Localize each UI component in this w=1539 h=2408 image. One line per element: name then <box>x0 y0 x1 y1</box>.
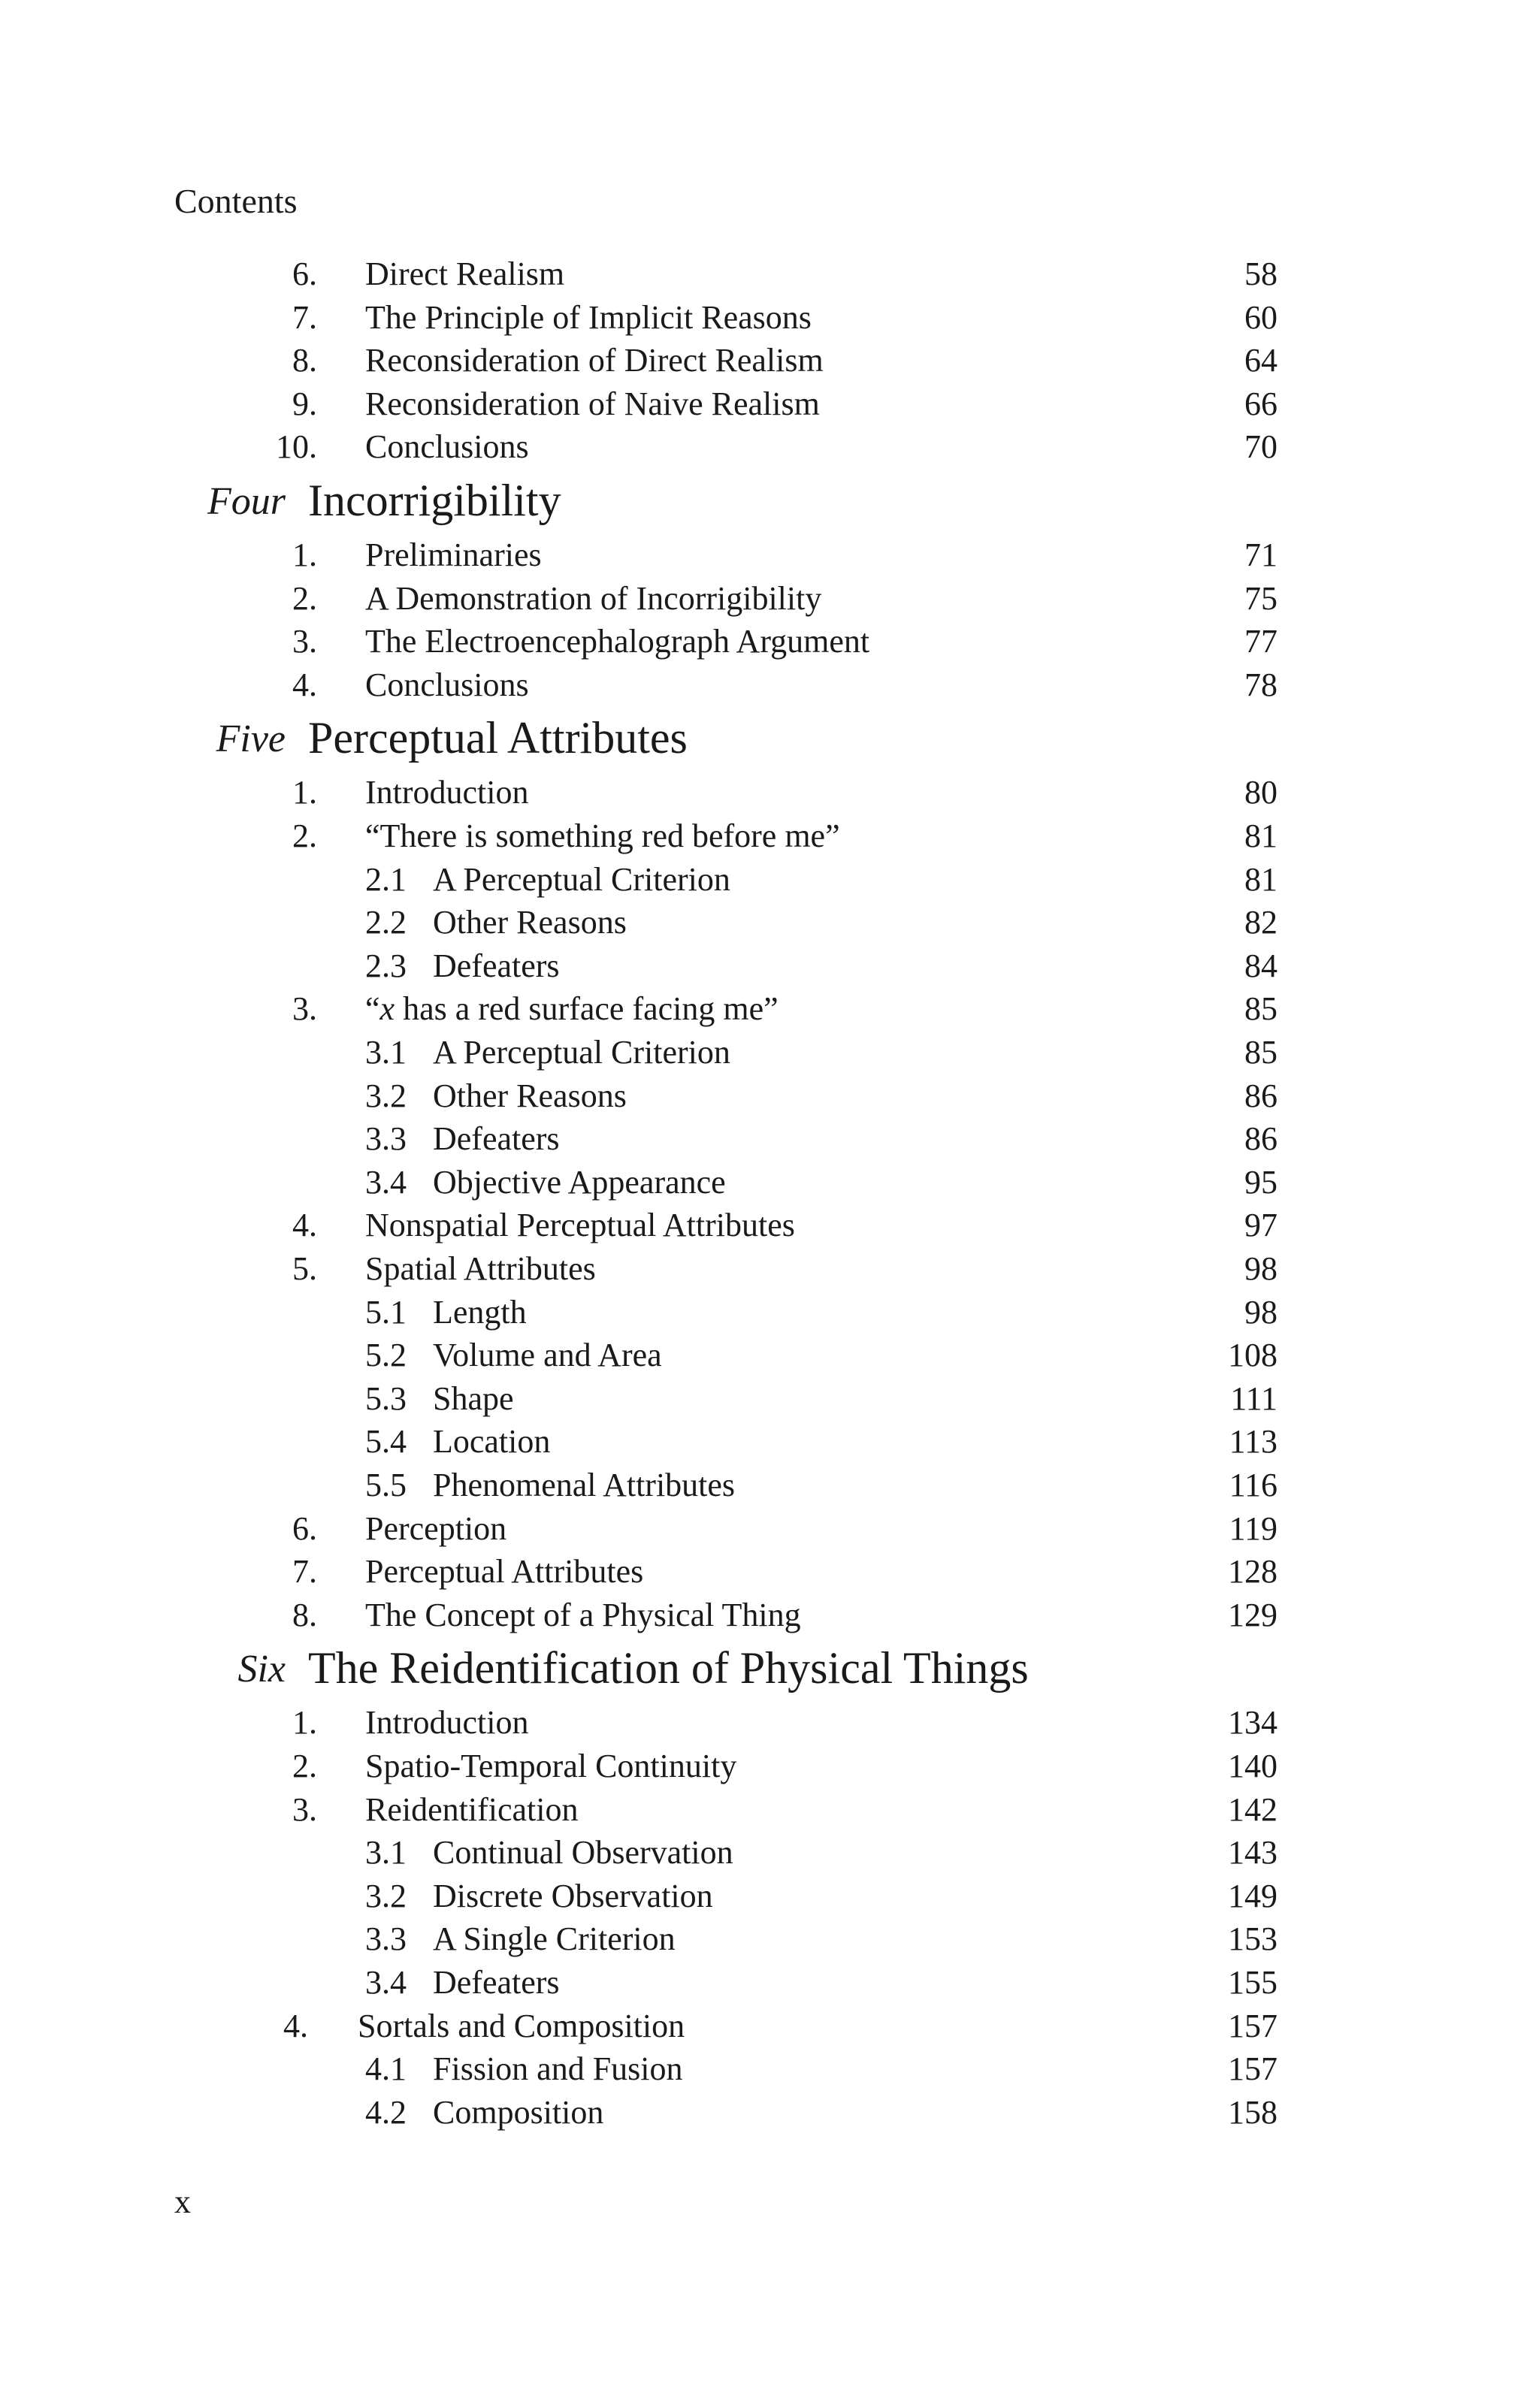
entry-number: 2.2 <box>365 904 407 941</box>
entry-title: Introduction <box>365 1704 529 1742</box>
entry-number: 3.1 <box>365 1034 407 1071</box>
entry-page-number: 153 <box>1228 1920 1277 1958</box>
entry-page-number: 108 <box>1228 1337 1277 1374</box>
entry-number: 4. <box>292 666 317 703</box>
entry-page-number: 82 <box>1244 904 1277 941</box>
entry-page-number: 86 <box>1244 1120 1277 1158</box>
entry-number: 3. <box>292 623 317 660</box>
entry-number: 7. <box>292 298 317 336</box>
entry-number: 3. <box>292 1790 317 1828</box>
entry-number: 8. <box>292 342 317 379</box>
entry-title: A Perceptual Criterion <box>433 1034 730 1071</box>
entry-page-number: 157 <box>1228 2050 1277 2088</box>
chapter-title: The Reidentification of Physical Things <box>308 1643 1029 1693</box>
entry-number: 6. <box>292 255 317 292</box>
entry-number: 3.4 <box>365 1163 407 1201</box>
entry-page-number: 158 <box>1228 2093 1277 2131</box>
entry-title: Reidentification <box>365 1790 579 1828</box>
entry-number: 2.1 <box>365 860 407 898</box>
entry-title: A Perceptual Criterion <box>433 860 730 898</box>
entry-title: A Demonstration of Incorrigibility <box>365 579 822 617</box>
entry-number: 5.1 <box>365 1293 407 1331</box>
entry-number: 5.5 <box>365 1467 407 1503</box>
entry-page-number: 64 <box>1244 342 1277 379</box>
entry-page-number: 66 <box>1244 385 1277 422</box>
chapter-title: Perceptual Attributes <box>308 713 688 763</box>
running-header: Contents <box>174 182 298 220</box>
entry-title: Defeaters <box>433 1964 560 2001</box>
entry-page-number: 140 <box>1228 1748 1277 1784</box>
entry-number: 4. <box>292 1207 317 1244</box>
entry-number: 3.3 <box>365 1120 407 1158</box>
entry-page-number: 84 <box>1244 947 1277 984</box>
entry-title: Perception <box>365 1509 507 1547</box>
entry-title: Objective Appearance <box>433 1163 726 1201</box>
entry-title: Conclusions <box>365 666 529 703</box>
entry-title: Volume and Area <box>433 1337 662 1374</box>
entry-page-number: 143 <box>1228 1834 1277 1872</box>
entry-page-number: 129 <box>1228 1596 1277 1633</box>
entry-number: 7. <box>292 1553 317 1591</box>
entry-number: 3.3 <box>365 1920 407 1958</box>
entry-title: The Principle of Implicit Reasons <box>365 298 812 336</box>
entry-page-number: 75 <box>1244 579 1277 617</box>
entry-page-number: 134 <box>1228 1704 1277 1742</box>
entry-title: Composition <box>433 2093 604 2131</box>
entry-page-number: 119 <box>1229 1509 1277 1547</box>
entry-page-number: 98 <box>1244 1250 1277 1287</box>
entry-title: A Single Criterion <box>433 1920 676 1958</box>
page-folio: x <box>174 2183 191 2220</box>
entry-number: 3.2 <box>365 1077 407 1114</box>
entry-page-number: 113 <box>1229 1423 1277 1461</box>
entry-page-number: 142 <box>1228 1790 1277 1828</box>
entry-title: Defeaters <box>433 1120 560 1158</box>
entry-title: Shape <box>433 1379 514 1417</box>
entry-page-number: 77 <box>1244 623 1277 660</box>
entry-page-number: 58 <box>1244 255 1277 292</box>
entry-title: The Concept of a Physical Thing <box>365 1596 801 1633</box>
entry-title: Sortals and Composition <box>358 2007 685 2044</box>
entry-number: 3. <box>292 990 317 1028</box>
entry-title: Reconsideration of Direct Realism <box>365 342 824 379</box>
entry-page-number: 116 <box>1229 1467 1277 1503</box>
entry-title: Other Reasons <box>433 904 627 941</box>
entry-number: 3.2 <box>365 1877 407 1914</box>
entry-title: Perceptual Attributes <box>365 1553 644 1591</box>
entry-title: Length <box>433 1293 527 1331</box>
entry-number: 8. <box>292 1596 317 1633</box>
entry-page-number: 155 <box>1228 1964 1277 2001</box>
entry-page-number: 111 <box>1230 1379 1277 1417</box>
entry-title: Introduction <box>365 774 529 811</box>
entry-title: Nonspatial Perceptual Attributes <box>365 1207 795 1244</box>
entry-number: 2. <box>292 817 317 854</box>
entry-page-number: 70 <box>1244 428 1277 466</box>
entry-title: Phenomenal Attributes <box>433 1467 736 1503</box>
entry-title: The Electroencephalograph Argument <box>365 623 870 660</box>
entry-page-number: 60 <box>1244 298 1277 336</box>
entry-number: 1. <box>292 774 317 811</box>
entry-number: 5.4 <box>365 1423 407 1461</box>
entry-title: “There is something red before me” <box>365 817 840 854</box>
entry-title: Other Reasons <box>433 1077 627 1114</box>
entry-page-number: 80 <box>1244 774 1277 811</box>
entry-number: 9. <box>292 385 317 422</box>
entry-page-number: 98 <box>1244 1293 1277 1331</box>
entry-page-number: 85 <box>1244 990 1277 1028</box>
entry-page-number: 71 <box>1244 536 1277 573</box>
entry-title: Spatio-Temporal Continuity <box>365 1748 737 1784</box>
entry-page-number: 86 <box>1244 1077 1277 1114</box>
chapter-label: Six <box>237 1648 286 1691</box>
entry-number: 2. <box>292 579 317 617</box>
chapter-title: Incorrigibility <box>308 476 561 525</box>
entry-title: Conclusions <box>365 428 529 466</box>
entry-title: Direct Realism <box>365 255 565 292</box>
entry-number: 4. <box>283 2007 308 2044</box>
entry-number: 3.1 <box>365 1834 407 1872</box>
entry-page-number: 85 <box>1244 1034 1277 1071</box>
entry-title: Discrete Observation <box>433 1877 713 1914</box>
entry-title: “x has a red surface facing me” <box>365 990 779 1028</box>
entry-number: 5.3 <box>365 1379 407 1417</box>
entry-number: 4.1 <box>365 2050 407 2088</box>
entry-page-number: 81 <box>1244 817 1277 854</box>
entry-title: Spatial Attributes <box>365 1250 596 1287</box>
entry-title: Fission and Fusion <box>433 2050 683 2088</box>
entry-page-number: 81 <box>1244 860 1277 898</box>
entry-title: Defeaters <box>433 947 560 984</box>
entry-page-number: 95 <box>1244 1163 1277 1201</box>
chapter-label: Five <box>216 718 286 761</box>
entry-page-number: 78 <box>1244 666 1277 703</box>
entry-page-number: 157 <box>1228 2007 1277 2044</box>
entry-number: 3.4 <box>365 1964 407 2001</box>
entry-number: 10. <box>276 428 317 466</box>
entry-number: 5.2 <box>365 1337 407 1374</box>
entry-title: Continual Observation <box>433 1834 733 1872</box>
entry-title: Reconsideration of Naive Realism <box>365 385 820 422</box>
entry-number: 2.3 <box>365 947 407 984</box>
entry-number: 5. <box>292 1250 317 1287</box>
entry-number: 4.2 <box>365 2093 407 2131</box>
entry-number: 6. <box>292 1509 317 1547</box>
entry-number: 1. <box>292 1704 317 1742</box>
entry-title: Preliminaries <box>365 536 542 573</box>
entry-title: Location <box>433 1423 551 1461</box>
chapter-label: Four <box>207 480 286 523</box>
entry-number: 2. <box>292 1748 317 1784</box>
entry-page-number: 97 <box>1244 1207 1277 1244</box>
entry-page-number: 149 <box>1228 1877 1277 1914</box>
entry-page-number: 128 <box>1228 1553 1277 1591</box>
entry-number: 1. <box>292 536 317 573</box>
